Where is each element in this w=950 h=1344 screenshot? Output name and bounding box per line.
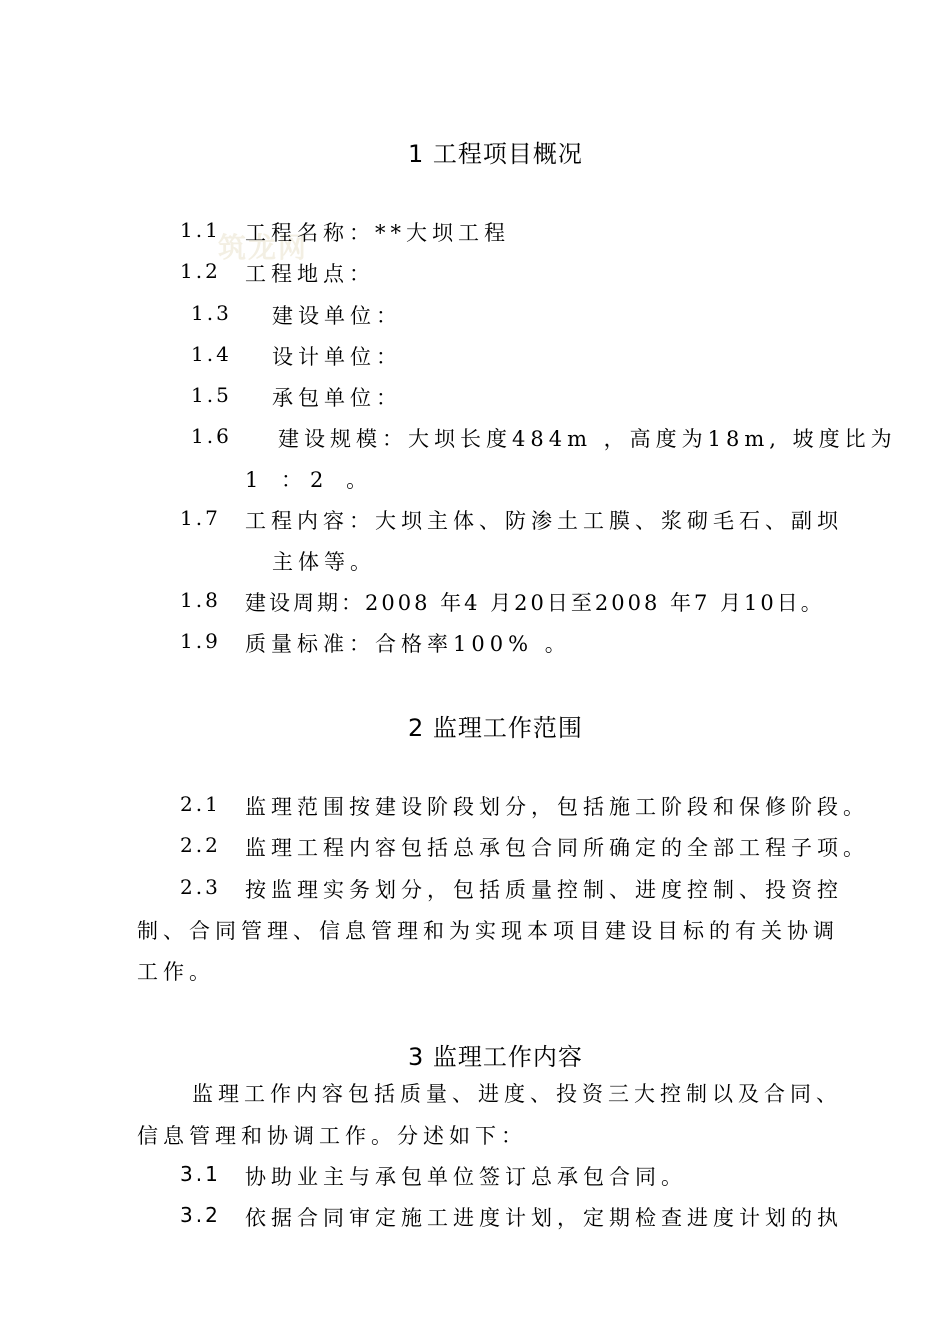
item-number: 1.8 bbox=[180, 588, 221, 612]
item-text: 承包单位： bbox=[272, 386, 402, 410]
item-text: 按监理实务划分，包括质量控制、进度控制、投资控 bbox=[245, 878, 843, 902]
item-text: 质量标准：合格率100% 。 bbox=[245, 632, 571, 656]
section-2-heading: 2 监理工作范围 bbox=[408, 714, 583, 742]
section-1-heading: 1 工程项目概况 bbox=[408, 140, 583, 168]
section-3-heading: 3 监理工作内容 bbox=[408, 1043, 583, 1071]
item-text-continued: 1 ：2 。 bbox=[245, 468, 376, 492]
item-number: 3.1 bbox=[180, 1162, 221, 1186]
item-text: 依据合同审定施工进度计划，定期检查进度计划的执 bbox=[245, 1206, 843, 1230]
item-text: 设计单位： bbox=[272, 345, 402, 369]
item-text: 工程地点： bbox=[245, 262, 375, 286]
item-number: 1.3 bbox=[191, 301, 232, 325]
item-text: 工程内容：大坝主体、防渗土工膜、浆砌毛石、副坝 bbox=[245, 509, 843, 533]
item-number: 2.3 bbox=[180, 875, 221, 899]
intro-text-continued: 信息管理和协调工作。分述如下： bbox=[137, 1124, 527, 1148]
item-number: 1.1 bbox=[180, 218, 221, 242]
item-number: 1.9 bbox=[180, 629, 221, 653]
item-number: 1.6 bbox=[191, 424, 232, 448]
item-text-continued: 主体等。 bbox=[272, 550, 376, 574]
item-text: 监理工程内容包括总承包合同所确定的全部工程子项。 bbox=[245, 836, 869, 860]
intro-text: 监理工作内容包括质量、进度、投资三大控制以及合同、 bbox=[192, 1082, 842, 1106]
item-text-continued: 工作。 bbox=[137, 960, 215, 984]
item-text: 建设规模：大坝长度484m ，高度为18m, 坡度比为 bbox=[278, 427, 897, 451]
item-number: 1.2 bbox=[180, 259, 221, 283]
item-number: 1.5 bbox=[191, 383, 232, 407]
item-text: 建设周期：2008 年4 月20日至2008 年7 月10日。 bbox=[245, 591, 825, 615]
item-number: 3.2 bbox=[180, 1203, 221, 1227]
item-text: 建设单位： bbox=[272, 304, 402, 328]
item-text-continued: 制、合同管理、信息管理和为实现本项目建设目标的有关协调 bbox=[137, 919, 839, 943]
item-number: 1.7 bbox=[180, 506, 221, 530]
item-number: 2.1 bbox=[180, 792, 221, 816]
watermark-logo: 筑龙网 bbox=[218, 231, 309, 264]
item-text: 监理范围按建设阶段划分，包括施工阶段和保修阶段。 bbox=[245, 795, 869, 819]
item-text: 协助业主与承包单位签订总承包合同。 bbox=[245, 1165, 687, 1189]
item-text: 工程名称：**大坝工程 bbox=[245, 221, 510, 245]
item-number: 2.2 bbox=[180, 833, 221, 857]
item-number: 1.4 bbox=[191, 342, 232, 366]
